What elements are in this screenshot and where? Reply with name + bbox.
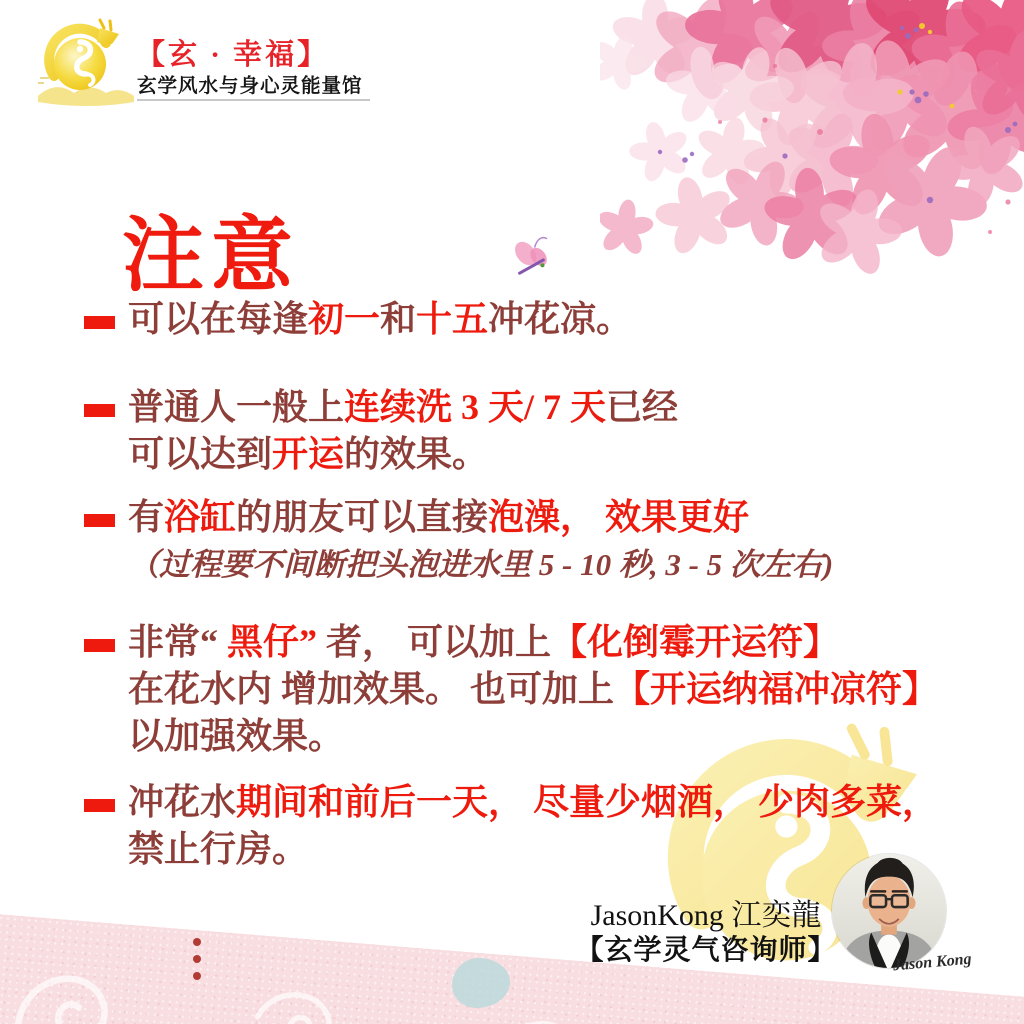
bullet-dash-icon bbox=[84, 316, 115, 329]
bullet-text: 普通人一般上连续洗 3 天/ 7 天已经 可以达到开运的效果。 bbox=[128, 387, 679, 474]
bullet-item bbox=[84, 384, 678, 478]
bullet-item bbox=[84, 779, 938, 873]
author-name: JasonKong 江奕龍 bbox=[590, 899, 822, 932]
author-role: 【玄学灵气咨询师】 bbox=[575, 935, 837, 966]
bullet-text: 非常“ 黑仔” 者， 可以加上【化倒霉开运符】 在花水内 增加效果。 也可加上【开运纳福冲凉符】 以加强效果。 bbox=[128, 622, 939, 756]
bullet-text: 可以在每逢初一和十五冲花凉。 bbox=[128, 299, 633, 339]
author-photo bbox=[832, 854, 946, 968]
bullet-text: 有浴缸的朋友可以直接泡澡， 效果更好 （过程要不间断把头泡进水里 5 - 10 秒, 3 - 5 次左右) bbox=[128, 497, 834, 582]
signature-script: Jason Kong bbox=[892, 950, 973, 975]
bullet-item bbox=[84, 619, 938, 760]
page-title: 注意 bbox=[122, 210, 301, 301]
bullet-dash-icon bbox=[84, 639, 115, 652]
bullet-item bbox=[84, 296, 632, 343]
brand-name: 【玄 · 幸福】 bbox=[136, 39, 330, 71]
bullet-dash-icon bbox=[84, 404, 115, 417]
bullet-dash-icon bbox=[84, 514, 115, 527]
brand-subtitle: 玄学风水与身心灵能量馆 bbox=[137, 75, 363, 97]
bullet-dash-icon bbox=[84, 799, 115, 812]
bullet-text: 冲花水期间和前后一天， 尽量少烟酒， 少肉多菜， 禁止行房。 bbox=[128, 782, 939, 869]
bullet-item bbox=[84, 494, 833, 588]
